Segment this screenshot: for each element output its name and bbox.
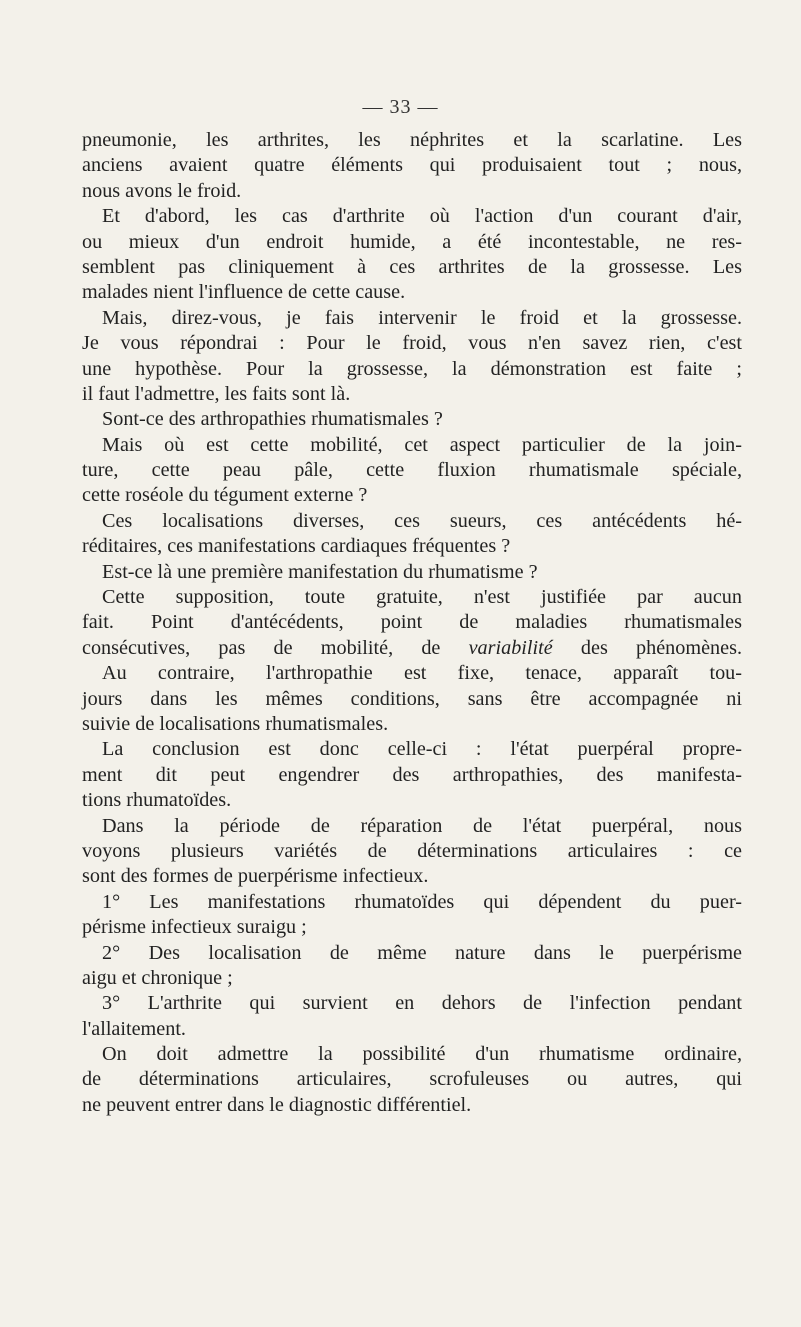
text-line: pneumonie, les arthrites, les néphrites et la scarlatine. Les xyxy=(82,129,742,151)
text-line: nous avons le froid. xyxy=(82,179,242,202)
text-line: Au contraire, l'arthropathie est fixe, tenace, apparaît tou- xyxy=(102,662,742,685)
text-line: tions rhumatoïdes. xyxy=(82,789,232,812)
text-line: aigu et chronique ; xyxy=(82,966,233,989)
text-line: Cette supposition, toute gratuite, n'est justifiée par aucun xyxy=(102,586,742,609)
text-line: réditaires, ces manifestations cardiaques fréquentes ? xyxy=(82,535,511,558)
text-line: périsme infectieux suraigu ; xyxy=(82,916,307,939)
text-line: ture, cette peau pâle, cette fluxion rhumatismale spéciale, xyxy=(82,459,742,482)
text-line: de déterminations articulaires, scrofuleuses ou autres, qui xyxy=(82,1068,742,1091)
text-line: Sont-ce des arthropathies rhumatismales ? xyxy=(102,408,443,431)
text-line: ou mieux d'un endroit humide, a été incontestable, ne res- xyxy=(82,230,742,253)
text-line: voyons plusieurs variétés de déterminations articulaires : ce xyxy=(82,839,742,862)
text-line: 2° Des localisation de même nature dans le puerpérisme xyxy=(102,941,742,964)
text-line: ne peuvent entrer dans le diagnostic différentiel. xyxy=(82,1093,472,1116)
text-line: cette roséole du tégument externe ? xyxy=(82,484,368,507)
text-line: anciens avaient quatre éléments qui produisaient tout ; nous, xyxy=(82,154,742,177)
text-line: suivie de localisations rhumatismales. xyxy=(82,712,389,735)
text-line: sont des formes de puerpérisme infectieux. xyxy=(82,865,429,888)
text-line: consécutives, pas de mobilité, de variabilité des phénomènes. xyxy=(82,636,742,659)
text-line: Je vous répondrai : Pour le froid, vous n'en savez rien, c'est xyxy=(82,332,742,355)
body-text xyxy=(82,128,742,1118)
text-line: l'allaitement. xyxy=(82,1017,186,1040)
italic-word: variabilité xyxy=(468,636,553,659)
text-line: 3° L'arthrite qui survient en dehors de l'infection pendant xyxy=(102,992,742,1015)
text-line: semblent pas cliniquement à ces arthrites de la grossesse. Les xyxy=(82,255,742,278)
text-line: il faut l'admettre, les faits sont là. xyxy=(82,382,351,405)
text-line: Est-ce là une première manifestation du rhumatisme ? xyxy=(102,560,538,583)
text-line: Mais où est cette mobilité, cet aspect particulier de la join- xyxy=(102,433,742,456)
text-line: jours dans les mêmes conditions, sans être accompagnée ni xyxy=(82,687,742,710)
text-line: ment dit peut engendrer des arthropathies, des manifesta- xyxy=(82,763,742,786)
page-number: — 33 — xyxy=(362,96,439,118)
text-line: Mais, direz-vous, je fais intervenir le froid et la grossesse. xyxy=(102,306,742,329)
text-line: Dans la période de réparation de l'état puerpéral, nous xyxy=(102,814,742,837)
text-line: La conclusion est donc celle-ci : l'état puerpéral propre- xyxy=(102,738,742,761)
text-line: 1° Les manifestations rhumatoïdes qui dépendent du puer- xyxy=(102,890,742,913)
text-line: une hypothèse. Pour la grossesse, la démonstration est faite ; xyxy=(82,357,742,380)
text-line: malades nient l'influence de cette cause. xyxy=(82,281,406,304)
text-line: fait. Point d'antécédents, point de maladies rhumatismales xyxy=(82,611,742,634)
text-line: Et d'abord, les cas d'arthrite où l'action d'un courant d'air, xyxy=(102,205,742,228)
text-line: Ces localisations diverses, ces sueurs, ces antécédents hé- xyxy=(102,509,742,532)
text-line: On doit admettre la possibilité d'un rhumatisme ordinaire, xyxy=(102,1043,742,1066)
